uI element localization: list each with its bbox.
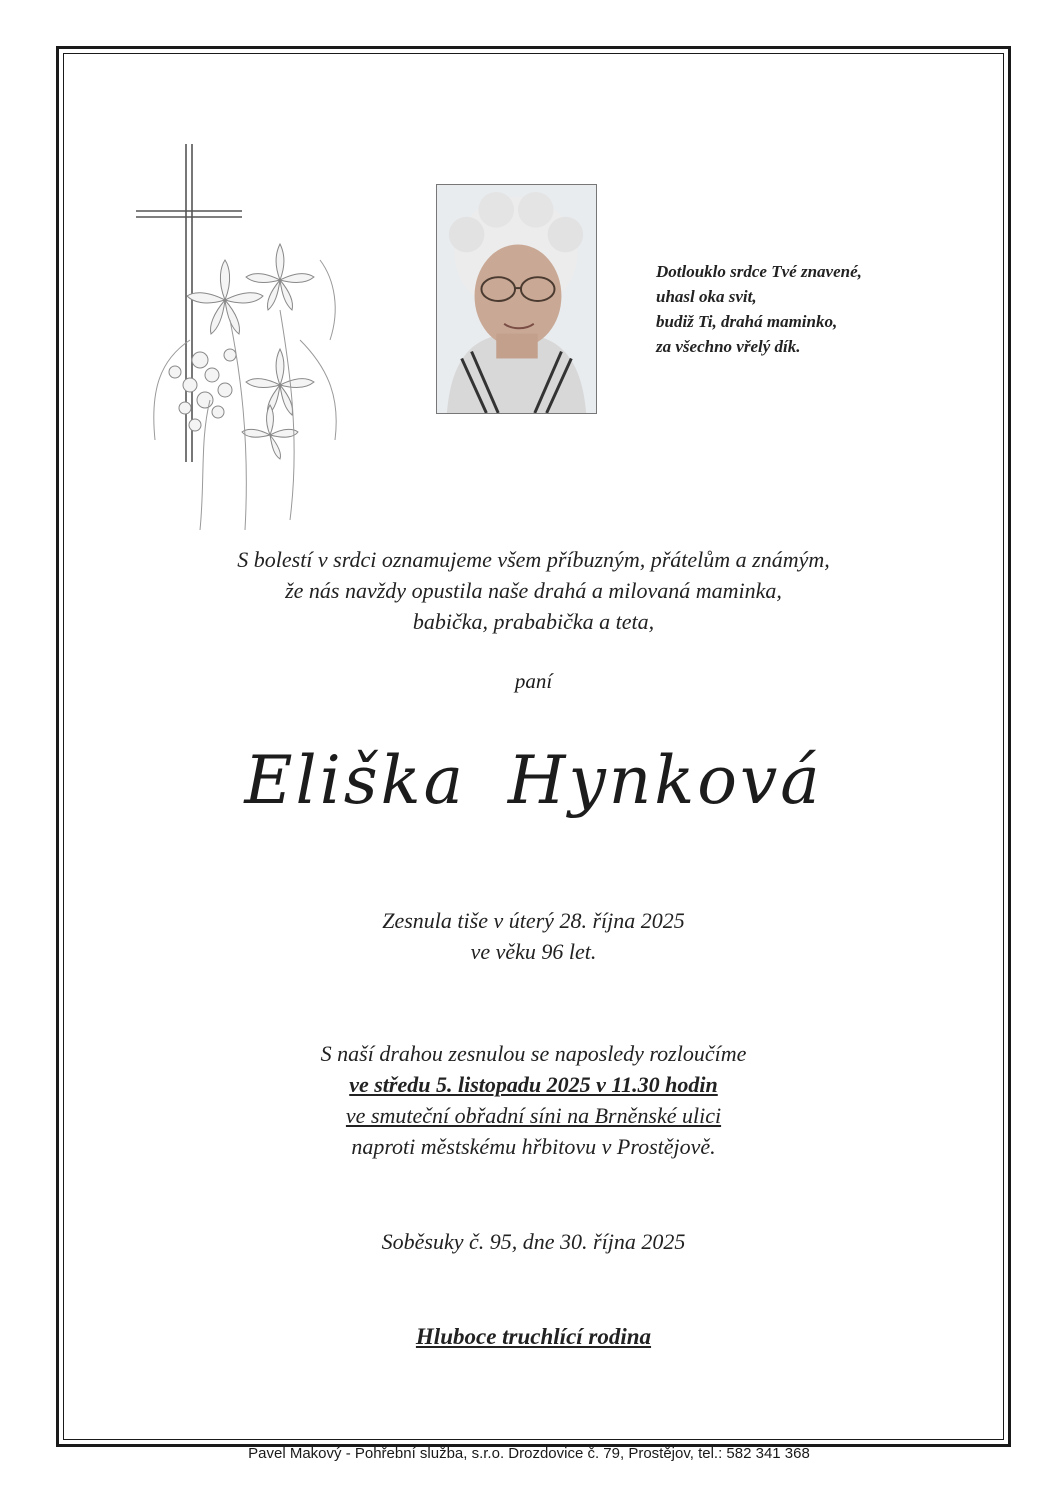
title-word: paní	[514, 669, 553, 693]
death-info	[63, 905, 1004, 967]
deceased-name: Eliška Hynková	[244, 742, 823, 819]
poem-line: uhasl oka svit,	[656, 287, 757, 306]
poem-line: za všechno vřelý dík.	[656, 337, 801, 356]
signature: Hluboce truchlící rodina	[415, 1324, 652, 1349]
farewell-date-time: ve středu 5. listopadu 2025 v 11.30 hodin	[349, 1072, 718, 1097]
portrait-photo	[436, 184, 597, 414]
farewell-venue: ve smuteční obřadní síni na Brněnské ulici	[345, 1103, 722, 1128]
announcement-line: babička, prababička a teta,	[412, 609, 655, 634]
poem	[656, 259, 976, 359]
poem-line: budiž Ti, drahá maminko,	[656, 312, 838, 331]
poem-line: Dotlouklo srdce Tvé znavené,	[656, 262, 862, 281]
farewell-info	[63, 1038, 1004, 1162]
announcement	[63, 544, 1004, 637]
death-date: Zesnula tiše v úterý 28. října 2025	[382, 908, 685, 933]
death-age: ve věku 96 let.	[470, 939, 597, 964]
funeral-service-footer: Pavel Makový - Pohřební služba, s.r.o. Drozdovice č. 79, Prostějov, tel.: 582 341 368	[248, 1445, 810, 1462]
announcement-line: S bolestí v srdci oznamujeme všem příbuzným, přátelům a známým,	[237, 547, 830, 572]
cross-with-lilies-icon	[130, 140, 350, 540]
announcement-line: že nás navždy opustila naše drahá a milovaná maminka,	[285, 578, 782, 603]
farewell-intro: S naší drahou zesnulou se naposledy rozloučíme	[320, 1041, 747, 1066]
farewell-location: naproti městskému hřbitovu v Prostějově.	[351, 1134, 716, 1159]
place-date: Soběsuky č. 95, dne 30. října 2025	[381, 1229, 686, 1254]
